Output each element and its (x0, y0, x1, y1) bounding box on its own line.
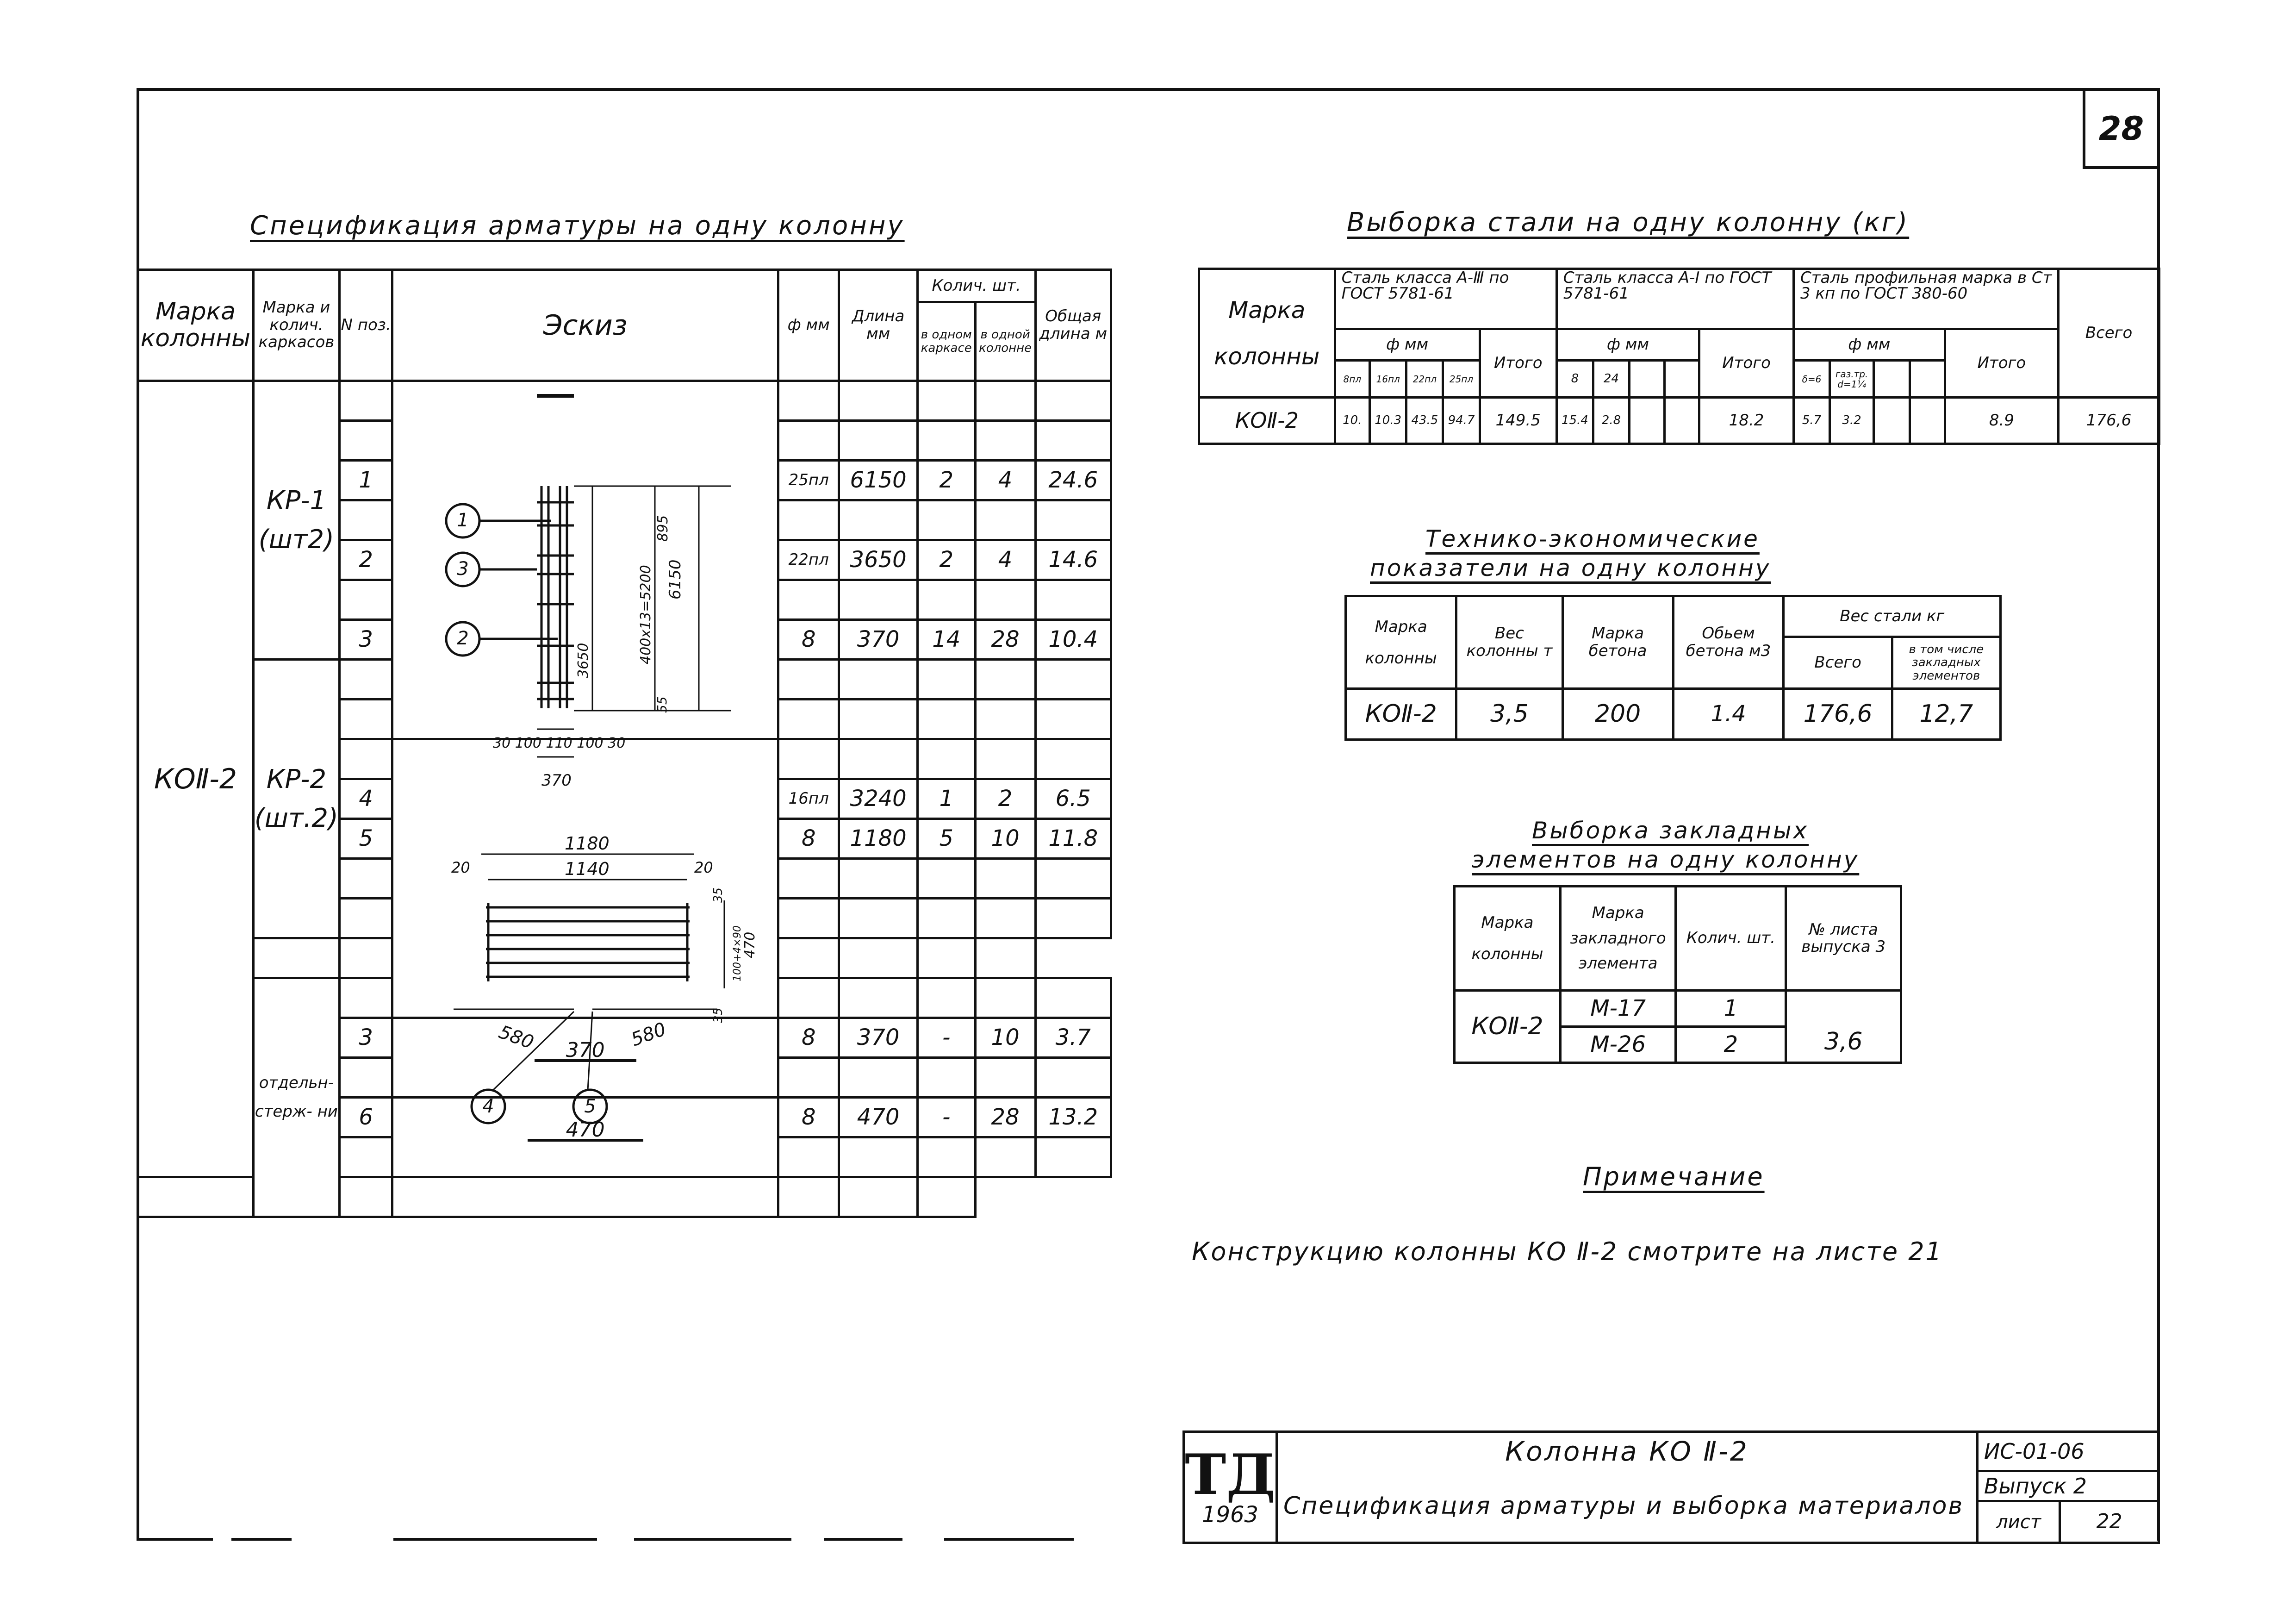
svg-text:895: 895 (655, 515, 671, 542)
note-text: Конструкцию колонны КО Ⅱ-2 смотрите на листе 21 (1192, 1237, 1943, 1266)
h-marka-col: Марка колонны (138, 270, 254, 381)
steel-g2: Сталь класса А-I по ГОСТ 5781-61 (1556, 269, 1793, 329)
svg-text:1140: 1140 (565, 859, 610, 879)
h-pos: N поз. (339, 270, 392, 381)
svg-text:35: 35 (711, 1007, 725, 1023)
frame-separate: отдельн- стерж- ни (253, 978, 339, 1217)
note-title: Примечание (1583, 1162, 1765, 1191)
h-qty: Колич. шт. (917, 270, 1035, 302)
svg-text:20: 20 (694, 859, 713, 876)
svg-text:580: 580 (496, 1021, 537, 1054)
frame-bottom-dash (634, 1538, 791, 1541)
h-marka-karkas: Марка и колич. каркасов (253, 270, 339, 381)
svg-text:1: 1 (457, 510, 469, 531)
h-qty-col: в одной колонне (975, 302, 1035, 381)
column-mark: КОⅡ-2 (138, 381, 254, 1177)
emb-title-1: Выборка закладных (1532, 817, 1809, 844)
stamp-desc: Спецификация арматуры и выборка материалов (1277, 1471, 1978, 1543)
emb-row: М-26 2 (1455, 1027, 1901, 1063)
stamp-sheet-num: 22 (2060, 1501, 2159, 1543)
h-sketch: Эскиз (392, 270, 778, 381)
sketch-bar-370: 370 (392, 1018, 778, 1098)
frame-kr2: КР-2 (шт.2) (253, 660, 339, 938)
sketch-bar-470: 470 (392, 1098, 778, 1177)
spec-row: 6 470 8 470 - 28 13.2 (138, 1098, 1111, 1137)
steel-g3: Сталь профильная марка в Ст 3 кп по ГОСТ 380-60 (1794, 269, 2059, 329)
tech-row: КОⅡ-2 3,5 200 1.4 176,6 12,7 (1346, 689, 2001, 740)
tech-title-1: Технико-экономические (1425, 525, 1760, 552)
spec-row: 5 8 1180 5 10 11.8 (138, 819, 1111, 859)
frame-bottom-dash (393, 1538, 597, 1541)
frame-bottom-dash (824, 1538, 902, 1541)
svg-text:6150: 6150 (666, 559, 684, 600)
spec-title: Спецификация арматуры на одну колонну (250, 211, 905, 241)
h-length: Длина мм (839, 270, 917, 381)
frame-kr1: КР-1 (шт2) (253, 381, 339, 660)
svg-text:35: 35 (711, 887, 725, 903)
steel-h-vsego: Всего (2059, 269, 2159, 398)
title-block (1182, 1430, 2160, 1544)
h-qty-frame: в одном каркасе (917, 302, 975, 381)
stamp-sheet-label: лист (1977, 1501, 2060, 1543)
spec-row: 3 370 8 370 - 10 3.7 (138, 1018, 1111, 1058)
svg-text:3650: 3650 (575, 643, 591, 678)
svg-text:20: 20 (451, 859, 470, 876)
stamp-code: ИС-01-06 (1977, 1432, 2159, 1471)
emb-table: Марка колонны Марка закладного элемента Колич. шт. № листа выпуска 3 КОⅡ-2 М-17 1 3,6 М-26 2 (1453, 885, 1902, 1064)
stamp-name: Колонна КО Ⅱ-2 (1277, 1432, 1978, 1471)
svg-text:30 100 110 100 30: 30 100 110 100 30 (493, 735, 626, 751)
stamp-logo: ТД 1963 (1184, 1432, 1277, 1543)
frame-bottom-dash (137, 1538, 213, 1541)
svg-text:3: 3 (457, 558, 469, 580)
steel-title: Выборка стали на одну колонну (кг) (1347, 207, 1910, 237)
emb-title-2: элементов на одну колонну (1472, 846, 1860, 873)
svg-text:5: 5 (584, 1096, 596, 1117)
stamp-issue: Выпуск 2 (1977, 1471, 2159, 1501)
sketch-kr2 (398, 829, 782, 1153)
svg-text:100+4×90: 100+4×90 (732, 925, 743, 981)
svg-text:1180: 1180 (565, 833, 610, 854)
steel-g1: Сталь класса А-Ⅲ по ГОСТ 5781-61 (1335, 269, 1556, 329)
sheet-number: 28 (2083, 88, 2160, 169)
h-phi: ф мм (778, 270, 839, 381)
spec-row: 2 22пл 3650 2 4 14.6 (138, 540, 1111, 580)
svg-text:4: 4 (482, 1096, 494, 1117)
steel-row: КОⅡ-2 10. 10.3 43.5 94.7 149.5 15.4 2.8 18.2 5.7 3.2 8.9 176,6 (1199, 398, 2159, 444)
spec-row: 1 25пл 6150 2 4 24.6 (138, 461, 1111, 500)
tech-title-2: показатели на одну колонну (1370, 555, 1771, 581)
sketch-kr1 (398, 387, 782, 812)
frame-bottom-dash (231, 1538, 292, 1541)
steel-h-marka: Марка колонны (1199, 269, 1335, 398)
svg-text:55: 55 (654, 696, 670, 713)
spec-row: 3 8 370 14 28 10.4 (138, 620, 1111, 660)
svg-text:400х13=5200: 400х13=5200 (638, 565, 654, 664)
svg-text:2: 2 (457, 628, 469, 649)
emb-row: КОⅡ-2 М-17 1 3,6 (1455, 991, 1901, 1027)
h-total-len: Общая длина м (1035, 270, 1111, 381)
steel-table: Марка колонны Сталь класса А-Ⅲ по ГОСТ 5781-61 Сталь класса А-I по ГОСТ 5781-61 Сталь профильная марка в Ст 3 кп по ГОСТ 380-60 Всего ф мм Итого ф мм Итого ф мм Итого 8пл 16пл 22пл 25пл 8 24 δ=6 газ.тр. d=1¼ КОⅡ-2 10. 10.3 43.5 94.7 149.5 15.4 2.8 18.2 5.7 3.2 8.9 176,6 (1198, 268, 2160, 445)
svg-text:580: 580 (628, 1018, 669, 1051)
spec-row: 4 16пл 3240 1 2 6.5 (138, 779, 1111, 819)
tech-table: Марка колонны Вес колонны т Марка бетона Обьем бетона м3 Вес стали кг Всего в том числе закладных элементов КОⅡ-2 3,5 200 1.4 176,6 12,7 (1344, 595, 2002, 741)
frame-bottom-dash (944, 1538, 1074, 1541)
svg-text:370: 370 (541, 771, 572, 790)
svg-text:470: 470 (742, 931, 758, 958)
